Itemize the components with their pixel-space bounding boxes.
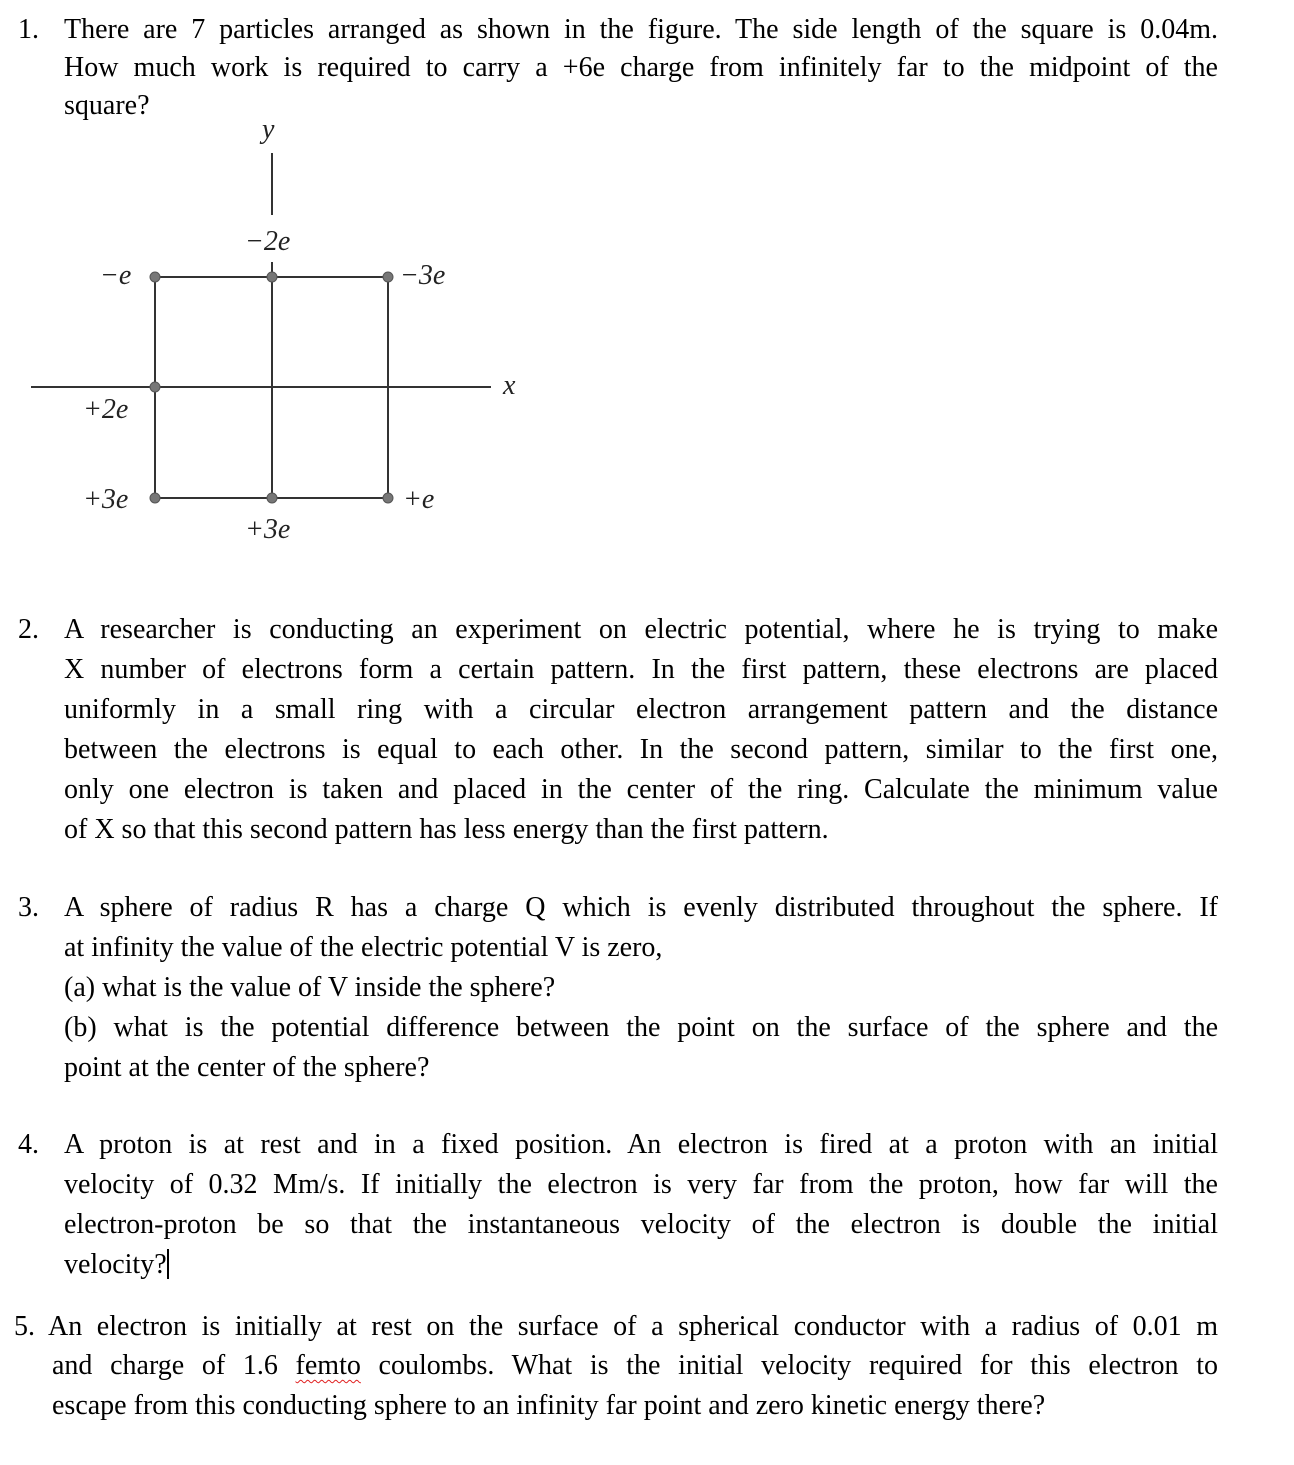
text-segment: and charge of 1.6	[52, 1350, 296, 1381]
text-segment: coulombs. What is the initial velocity required for this electron to	[360, 1350, 1218, 1381]
question-text-line: of X so that this second pattern has less energy than the first pattern.	[64, 814, 829, 845]
question-text-line: A researcher is conducting an experiment on electric potential, where he is trying to make	[64, 614, 1218, 645]
particle-bottom-left	[150, 493, 160, 503]
question-text-line: at infinity the value of the electric potential V is zero,	[64, 932, 663, 963]
question-text-line: escape from this conducting sphere to an infinity far point and zero kinetic energy there?	[52, 1390, 1046, 1421]
question-text-line: A proton is at rest and in a fixed position. An electron is fired at a proton with an initial	[64, 1129, 1218, 1160]
question-text-line: between the electrons is equal to each other. In the second pattern, similar to the first one,	[64, 734, 1218, 765]
question-text: velocity?	[64, 1249, 167, 1280]
question-text-line: There are 7 particles arranged as shown in the figure. The side length of the square is 0.04m.	[64, 14, 1218, 45]
particle-bottom-middle	[267, 493, 277, 503]
question-text-line: square?	[64, 90, 150, 121]
question-part-b: (b) what is the potential difference between the point on the surface of the sphere and the	[64, 1012, 1218, 1043]
particle-top-middle	[267, 272, 277, 282]
question-text-line: X number of electrons form a certain pattern. In the first pattern, these electrons are placed	[64, 654, 1218, 685]
question-text-line: velocity of 0.32 Mm/s. If initially the electron is very far from the proton, how far will the	[64, 1169, 1218, 1200]
particle-top-left	[150, 272, 160, 282]
charge-label: −3e	[400, 260, 446, 291]
text-cursor	[167, 1249, 169, 1279]
question-number: 5.	[14, 1311, 35, 1342]
question-text-line: How much work is required to carry a +6e charge from infinitely far to the midpoint of the	[64, 52, 1218, 83]
question-number: 1.	[18, 14, 39, 45]
question-text-line: uniformly in a small ring with a circular electron arrangement pattern and the distance	[64, 694, 1218, 725]
charge-label: +2e	[83, 394, 129, 425]
charge-square-figure	[0, 0, 560, 560]
particle-left-middle	[150, 382, 160, 392]
charge-label: +3e	[83, 484, 129, 515]
charge-label: −e	[100, 260, 132, 291]
question-text-line-last[interactable]	[64, 1245, 1218, 1285]
question-part-a: (a) what is the value of V inside the sphere?	[64, 972, 556, 1003]
spellcheck-flagged-word[interactable]: femto	[295, 1350, 361, 1381]
question-text-line: A sphere of radius R has a charge Q which is evenly distributed throughout the sphere. If	[64, 892, 1218, 923]
question-text-line: electron-proton be so that the instantaneous velocity of the electron is double the initial	[64, 1209, 1218, 1240]
charge-label: −2e	[245, 226, 291, 257]
y-axis-label: y	[262, 114, 275, 145]
x-axis-label: x	[503, 370, 516, 401]
particle-bottom-right	[383, 493, 393, 503]
question-number: 2.	[18, 614, 39, 645]
particle-top-right	[383, 272, 393, 282]
question-text-line: point at the center of the sphere?	[64, 1052, 430, 1083]
question-number: 4.	[18, 1129, 39, 1160]
charge-label: +3e	[245, 514, 291, 545]
question-number: 3.	[18, 892, 39, 923]
charge-label: +e	[403, 484, 435, 515]
question-text-line: An electron is initially at rest on the surface of a spherical conductor with a radius of 0.01 m	[48, 1311, 1218, 1342]
question-text-line: only one electron is taken and placed in the center of the ring. Calculate the minimum value	[64, 774, 1218, 805]
question-text-line	[52, 1346, 1218, 1386]
